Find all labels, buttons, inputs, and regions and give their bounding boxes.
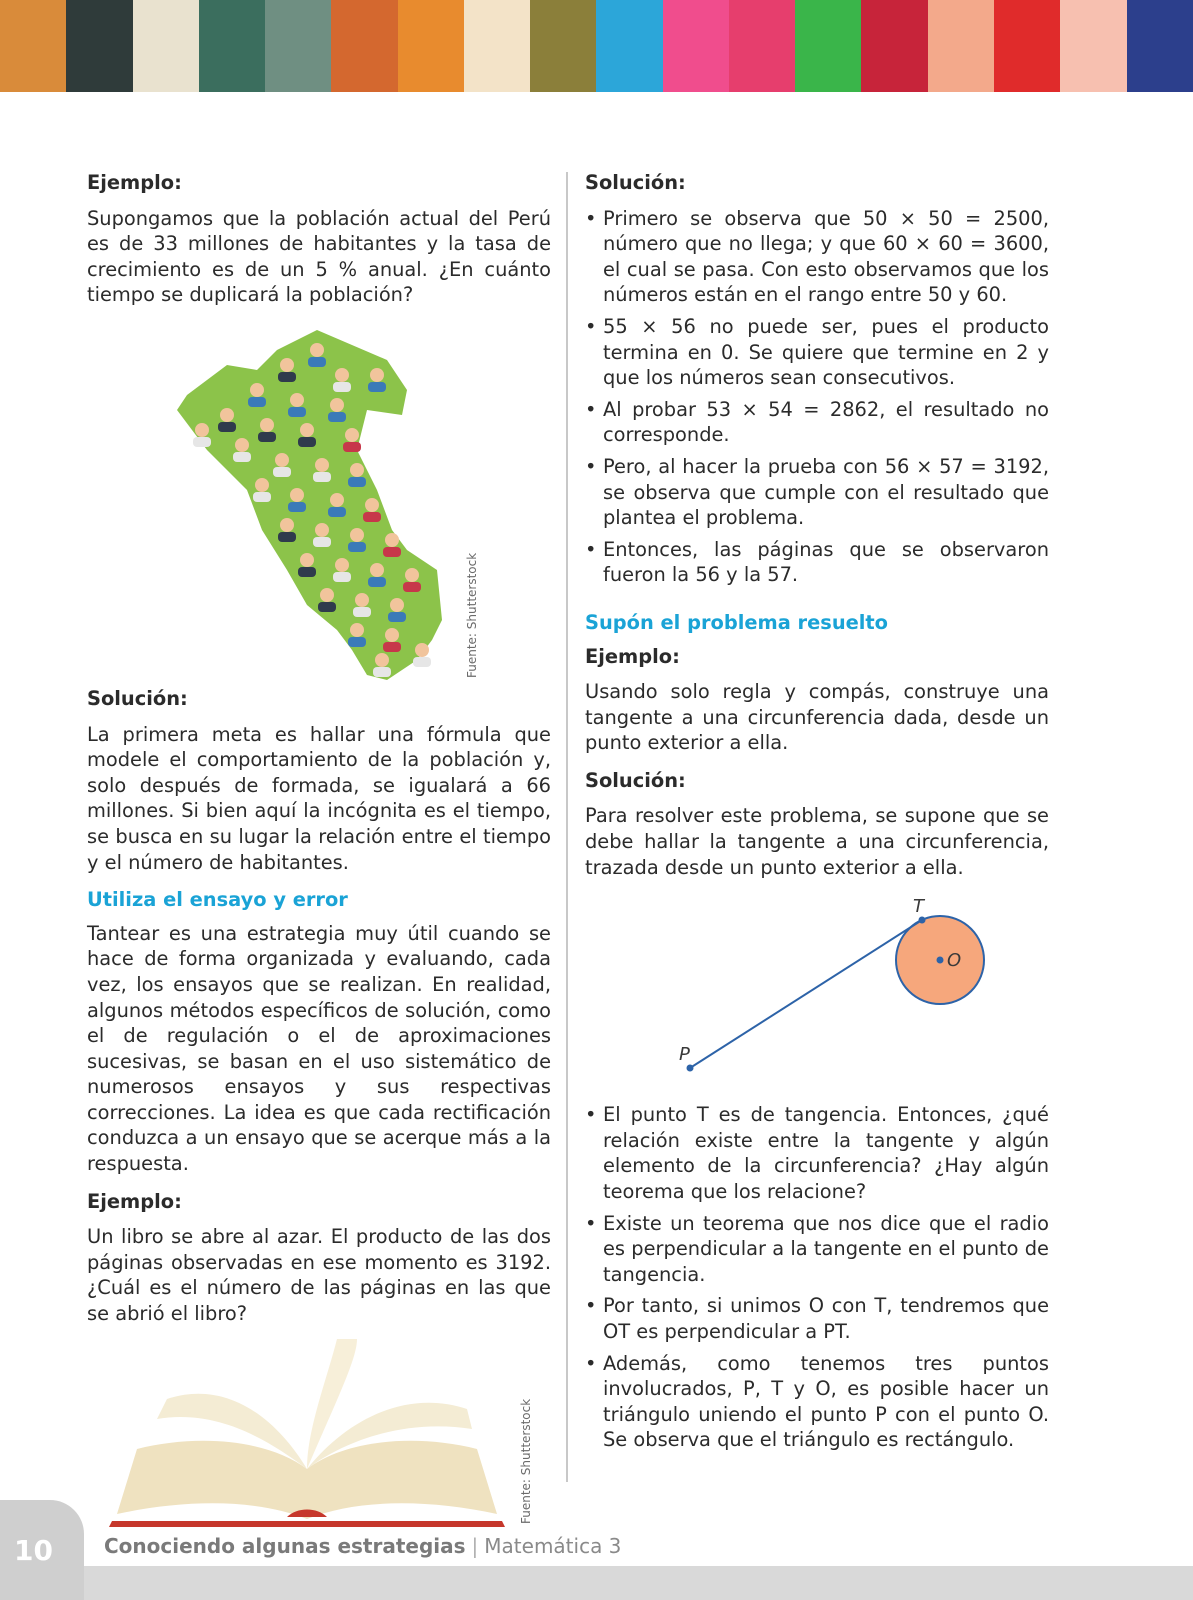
page-number: 10 [14,1534,53,1567]
person-head-icon [385,533,399,547]
person-head-icon [280,518,294,532]
footer-bar [0,1566,1193,1600]
person-head-icon [365,498,379,512]
list-item: • Por tanto, si unimos O con T, tendremos que OT es perpendicular a PT. [585,1293,1049,1344]
person-body-icon [308,357,326,367]
banner-stripe [663,0,729,92]
person-head-icon [405,568,419,582]
person-head-icon [415,643,429,657]
banner-stripe [729,0,795,92]
example-heading: Ejemplo: [585,644,680,668]
banner-stripe [265,0,331,92]
list-item: • Existe un teorema que nos dice que el radio es perpendicular a la tangente en el punto de tangencia. [585,1211,1049,1288]
list-item: • Además, como tenemos tres puntos involucrados, P, T y O, es posible hacer un triángulo uniendo el punto P con el punto O. Se observa que el triángulo es rectángulo. [585,1351,1049,1453]
person-body-icon [253,492,271,502]
label-t: T [913,896,924,918]
person-head-icon [250,383,264,397]
person-head-icon [335,368,349,382]
person-body-icon [348,477,366,487]
person-body-icon [273,467,291,477]
column-divider [566,172,568,1482]
person-head-icon [330,398,344,412]
person-head-icon [345,428,359,442]
person-head-icon [235,438,249,452]
person-head-icon [290,488,304,502]
person-body-icon [233,452,251,462]
example-text: Usando solo regla y compás, construye una tangente a una circunferencia dada, desde un punto exterior a ella. [585,680,1049,755]
page-number-tab [0,1500,84,1600]
person-body-icon [368,382,386,392]
person-head-icon [275,453,289,467]
banner-stripe [398,0,464,92]
person-head-icon [280,358,294,372]
banner-stripe [66,0,132,92]
person-body-icon [298,437,316,447]
label-o: O [947,950,962,972]
banner-stripe [596,0,662,92]
person-body-icon [348,542,366,552]
person-head-icon [255,478,269,492]
person-head-icon [355,593,369,607]
person-head-icon [330,493,344,507]
person-head-icon [370,563,384,577]
person-body-icon [388,612,406,622]
tangent-diagram-svg [585,892,1049,1102]
banner-stripe [1060,0,1126,92]
point-p [687,1065,694,1072]
point-o [937,957,944,964]
person-body-icon [313,537,331,547]
person-body-icon [248,397,266,407]
solution-list [585,1102,1049,1453]
person-head-icon [260,418,274,432]
person-body-icon [278,532,296,542]
person-body-icon [403,582,421,592]
page-footer [0,1500,1193,1600]
book-title: Matemática 3 [484,1534,622,1558]
banner-stripe [928,0,994,92]
person-head-icon [195,423,209,437]
person-body-icon [218,422,236,432]
chapter-title: Conociendo algunas estrategias [104,1534,466,1558]
person-head-icon [350,463,364,477]
person-body-icon [383,642,401,652]
example-text: Un libro se abre al azar. El producto de las dos páginas observadas en ese momento es 3192. ¿Cuál es el número de las páginas en las que se abrió el libro? [87,1225,551,1326]
list-item: • El punto T es de tangencia. Entonces, ¿qué relación existe entre la tangente y algún elemento de la circunferencia? ¿Hay algún teorema que los relacione? [585,1102,1049,1204]
person-body-icon [318,602,336,612]
solution-list [585,206,1049,588]
list-item: • 55 × 56 no puede ser, pues el producto termina en 0. Se quiere que termine en 2 y que los números sean consecutivos. [585,314,1049,391]
person-head-icon [350,623,364,637]
tangent-line [690,920,922,1068]
solution-text: La primera meta es hallar una fórmula que modele el comportamiento de la población y, solo después de formada, se igualará a 66 millones. Si bien aquí la incógnita es el tiempo, se busca en su lugar la relación entre el tiempo y el número de habitantes. [87,722,551,874]
person-head-icon [310,343,324,357]
example-heading: Ejemplo: [87,171,182,194]
strategy-text: Tantear es una estrategia muy útil cuando se hace de forma organizada y evaluando, cada vez, los ensayos que se realizan. En realidad, algunos métodos específicos de solución, como el de regulación o el de aproximaciones sucesivas, se basan en el uso sistemático de numerosos ensayos y sus respectivas correcciones. La idea es que cada rectificación conduzca a un ensayo que se acerque más a la respuesta. [87,921,551,1176]
person-body-icon [258,432,276,442]
example-heading: Ejemplo: [87,1189,182,1213]
person-body-icon [298,567,316,577]
decorative-banner [0,0,1193,92]
list-item: • Entonces, las páginas que se observaron fueron la 56 y la 57. [585,537,1049,588]
peru-map-illustration [167,320,547,686]
footer-separator: | [471,1534,479,1558]
map-shape [177,330,442,680]
banner-stripe [133,0,199,92]
label-p: P [679,1044,690,1066]
example-text: Supongamos que la población actual del Perú es de 33 millones de habitantes y la tasa de crecimiento es de un 5 % anual. ¿En cuánto tiempo se duplicará la población? [87,206,551,307]
person-head-icon [390,598,404,612]
person-head-icon [335,558,349,572]
person-body-icon [313,472,331,482]
list-item: • Primero se observa que 50 × 50 = 2500, número que no llega; y que 60 × 60 = 3600, el cual se pasa. Con esto observamos que los números están en el rango entre 50 y 60. [585,206,1049,308]
person-body-icon [333,382,351,392]
person-body-icon [383,547,401,557]
banner-stripe [1127,0,1193,92]
person-head-icon [300,423,314,437]
list-item: • Pero, al hacer la prueba con 56 × 57 = 3192, se observa que cumple con el resultado que plantea el problema. [585,454,1049,531]
person-head-icon [385,628,399,642]
person-body-icon [328,507,346,517]
strategy-heading: Utiliza el ensayo y error [87,888,348,912]
person-body-icon [363,512,381,522]
point-t [919,917,926,924]
person-head-icon [315,458,329,472]
person-head-icon [375,653,389,667]
person-head-icon [220,408,234,422]
right-column [585,170,1049,1459]
person-body-icon [333,572,351,582]
person-body-icon [193,437,211,447]
person-head-icon [315,523,329,537]
person-head-icon [300,553,314,567]
peru-population-map [87,320,551,686]
solution-heading: Solución: [585,171,686,194]
person-body-icon [368,577,386,587]
person-body-icon [413,657,431,667]
footer-title [104,1534,621,1558]
person-body-icon [328,412,346,422]
person-body-icon [343,442,361,452]
solution-heading: Solución: [87,686,188,710]
tangent-diagram [585,892,1049,1102]
solution-heading: Solución: [585,768,686,792]
person-head-icon [350,528,364,542]
image-credit: Fuente: Shutterstock [465,552,479,678]
person-body-icon [348,637,366,647]
person-head-icon [320,588,334,602]
banner-stripe [464,0,530,92]
solution-text: Para resolver este problema, se supone que se debe hallar la tangente a una circunferencia, trazada desde un punto exterior a ella. [585,804,1049,879]
banner-stripe [199,0,265,92]
person-head-icon [290,393,304,407]
banner-stripe [530,0,596,92]
person-body-icon [353,607,371,617]
banner-stripe [795,0,861,92]
person-body-icon [288,407,306,417]
person-head-icon [370,368,384,382]
strategy-heading: Supón el problema resuelto [585,610,889,634]
banner-stripe [861,0,927,92]
banner-stripe [0,0,66,92]
left-column [87,170,551,1529]
image-credit: Fuente: Shutterstock [519,1398,533,1524]
person-body-icon [288,502,306,512]
banner-stripe [331,0,397,92]
person-body-icon [278,372,296,382]
person-body-icon [373,667,391,677]
list-item: • Al probar 53 × 54 = 2862, el resultado no corresponde. [585,397,1049,448]
banner-stripe [994,0,1060,92]
